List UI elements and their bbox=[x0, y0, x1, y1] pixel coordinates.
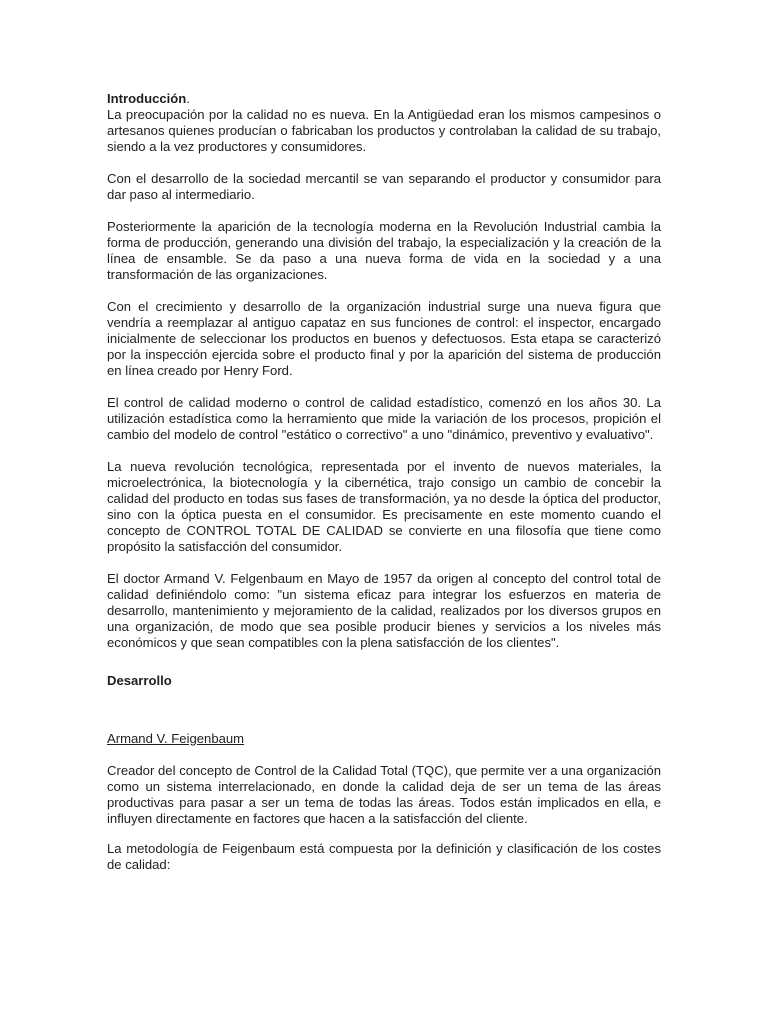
paragraph-feigenbaum-definition: El doctor Armand V. Felgenbaum en Mayo de 1957 da origen al concepto del control total de calidad definiéndolo como: "un sistema eficaz para integrar los esfuerzos en materia de desarrollo, mantenimiento y mejoramiento de la calidad, realizados por los diversos grupos en una organización, de modo que sea posible producir bienes y servicios a los niveles más económicos y que sean compatibles con la plena satisfacción de los clientes". bbox=[107, 571, 661, 650]
paragraph-methodology: La metodología de Feigenbaum está compuesta por la definición y clasificación de los costes de calidad: bbox=[107, 841, 661, 872]
document-page bbox=[107, 91, 661, 889]
paragraph-statistical-control: El control de calidad moderno o control de calidad estadístico, comenzó en los años 30. La utilización estadística como la herramiento que mide la variación de los procesos, propición el cambio del modelo de control "estático o correctivo" a uno "dinámico, preventivo y evaluativo". bbox=[107, 395, 661, 442]
intro-first-text: La preocupación por la calidad no es nueva. En la Antigüedad eran los mismos campesinos o artesanos quienes producían o fabricaban los productos y controlaban la calidad de su trabajo, siendo a la vez productores y consumidores. bbox=[107, 107, 661, 154]
intro-paragraph bbox=[107, 91, 661, 155]
intro-title: Introducción bbox=[107, 91, 187, 106]
paragraph-industrial-revolution: Posteriormente la aparición de la tecnología moderna en la Revolución Industrial cambia la forma de producción, generando una división del trabajo, la especialización y la creación de la línea de ensamble. Se da paso a una nueva forma de vida en la sociedad y a una transformación de las organizaciones. bbox=[107, 219, 661, 282]
paragraph-intermediary: Con el desarrollo de la sociedad mercantil se van separando el productor y consumidor para dar paso al intermediario. bbox=[107, 171, 661, 202]
paragraph-tqc: Creador del concepto de Control de la Calidad Total (TQC), que permite ver a una organización como un sistema interrelacionado, en donde la calidad deja de ser un tema de las áreas productivas para pasar a ser un tema de todas las áreas. Todos están implicados en ella, e influyen directamente en factores que hacen a la satisfacción del cliente. bbox=[107, 763, 661, 826]
section-title-desarrollo: Desarrollo bbox=[107, 673, 172, 688]
subheading-feigenbaum: Armand V. Feigenbaum bbox=[107, 731, 245, 746]
paragraph-tech-revolution: La nueva revolución tecnológica, representada por el invento de nuevos materiales, la microelectrónica, la biotecnología y la cibernética, trajo consigo un cambio de concebir la calidad del producto en todas sus fases de transformación, ya no desde la óptica del productor, sino con la óptica puesta en el consumidor. Es precisamente en este momento cuando el concepto de CONTROL TOTAL DE CALIDAD se convierte en una filosofía que tiene como propósito la satisfacción del consumidor. bbox=[107, 459, 661, 554]
intro-title-suffix: . bbox=[186, 91, 190, 106]
paragraph-inspector: Con el crecimiento y desarrollo de la organización industrial surge una nueva figura que vendría a reemplazar al antiguo capataz en sus funciones de control: el inspector, encargado inicialmente de seleccionar los productos en buenos y defectuosos. Esta etapa se caracterizó por la inspección ejercida sobre el producto final y por la aparición del sistema de producción en línea creado por Henry Ford. bbox=[107, 299, 661, 378]
